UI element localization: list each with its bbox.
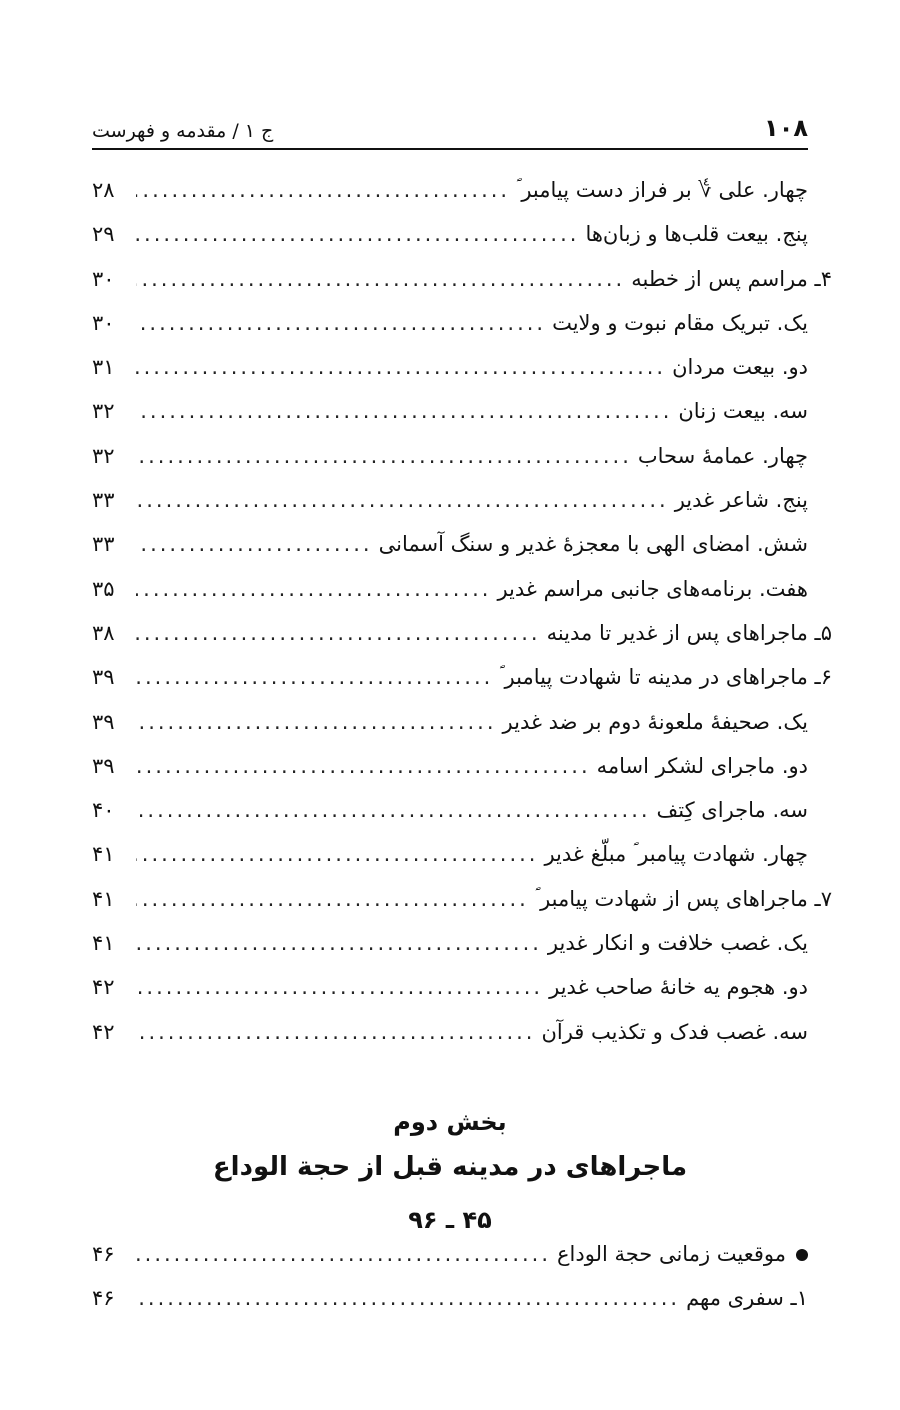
dot-leader: [136, 744, 591, 788]
toc-entry-page: ۳۲: [92, 443, 115, 468]
toc-entry-page: ۴۶: [92, 1242, 115, 1266]
table-of-contents-part-two: [92, 1232, 808, 1321]
dot-leader: [136, 611, 541, 655]
toc-entry-page: ۲۹: [92, 222, 115, 247]
toc-entry-title: هفت. برنامه‌های جانبی مراسم غدیر: [497, 576, 808, 601]
toc-entry-page: ۳۲: [92, 399, 115, 424]
toc-entry-title: پنج. بیعت قلب‌ها و زبان‌ها: [585, 222, 808, 247]
dot-leader: [136, 921, 542, 965]
dot-leader: [136, 877, 529, 921]
toc-entry-page: ۲۸: [92, 178, 115, 202]
toc-entry-page: ۳۹: [92, 665, 115, 690]
dot-leader: [136, 345, 666, 389]
dot-leader: [136, 257, 625, 301]
dot-leader: [136, 788, 651, 832]
toc-entry: [92, 257, 832, 301]
part-label: بخش دوم: [393, 1108, 507, 1136]
dot-leader: [136, 522, 373, 566]
page-header: [92, 98, 808, 150]
toc-entry: [92, 434, 808, 478]
page-range: ۴۵ ـ ۹۶: [408, 1206, 492, 1234]
toc-entry: [92, 345, 808, 389]
toc-entry-page: ۳۵: [92, 576, 115, 601]
table-of-contents: [92, 168, 832, 1054]
toc-entry-page: ۳۰: [92, 310, 115, 335]
toc-entry-page: ۴۱: [92, 931, 115, 956]
dot-leader: [136, 301, 546, 345]
toc-entry-title: ۶ـ ماجراهای در مدینه تا شهادت پیامبر ؐ: [499, 665, 832, 690]
toc-entry-page: ۳۳: [92, 532, 115, 557]
toc-entry: [92, 522, 808, 566]
toc-entry-title: دو. بیعت مردان: [672, 355, 808, 380]
toc-entry-page: ۳۱: [92, 355, 115, 380]
dot-leader: [136, 1232, 551, 1276]
dot-leader: [136, 389, 672, 433]
toc-entry-page: ۴۱: [92, 842, 115, 867]
dot-leader: [136, 434, 632, 478]
toc-entry: [92, 700, 808, 744]
toc-entry-title: یک. غصب خلافت و انکار غدیر: [547, 931, 808, 956]
toc-entry: [92, 212, 808, 256]
toc-entry: [92, 655, 832, 699]
toc-entry-title: چهار. علی ؇ بر فراز دست پیامبر ؐ: [516, 178, 808, 202]
toc-entry-page: ۴۰: [92, 798, 115, 823]
toc-entry-page: ۳۸: [92, 620, 115, 645]
dot-leader: [136, 700, 497, 744]
toc-entry-page: ۴۶: [92, 1286, 115, 1311]
toc-entry-page: ۴۲: [92, 1019, 115, 1044]
toc-entry: [92, 832, 808, 876]
toc-entry-page: ۳۰: [92, 266, 115, 291]
page-number: ۱۰۸: [764, 114, 808, 142]
toc-entry-title: سه. بیعت زنان: [678, 399, 808, 424]
toc-entry-title: ۱ـ سفری مهم: [686, 1286, 808, 1311]
section-heading: [92, 1100, 808, 1242]
toc-entry-title: یک. صحیفهٔ ملعونهٔ دوم بر ضد غدیر: [502, 709, 808, 734]
toc-entry-page: ۴۲: [92, 975, 115, 1000]
toc-entry: [92, 478, 808, 522]
toc-entry-page: ۳۳: [92, 488, 115, 513]
toc-entry: [92, 877, 832, 921]
dot-leader: [136, 832, 538, 876]
toc-entry-page: ۴۱: [92, 886, 115, 911]
toc-entry-title: ۴ـ مراسم پس از خطبه: [631, 266, 832, 291]
toc-entry-page: ۳۹: [92, 709, 115, 734]
toc-entry: [92, 921, 808, 965]
dot-leader: [136, 212, 579, 256]
toc-entry: [92, 1276, 808, 1320]
toc-entry-title: دو. ماجرای لشکر اسامه: [596, 753, 808, 778]
toc-entry: [92, 611, 832, 655]
toc-entry-page: ۳۹: [92, 753, 115, 778]
dot-leader: [136, 1010, 535, 1054]
toc-entry-title: چهار. شهادت پیامبر ؐ مبلّغ غدیر: [544, 842, 808, 867]
toc-entry: [92, 567, 808, 611]
running-title: ج ۱ / مقدمه و فهرست: [92, 120, 274, 142]
toc-entry-title: پنج. شاعر غدیر: [674, 488, 808, 513]
dot-leader: [136, 655, 493, 699]
toc-entry-title: دو. هجوم یه خانهٔ صاحب غدیر: [549, 975, 808, 1000]
bullet-icon: [796, 1249, 808, 1261]
dot-leader: [136, 567, 491, 611]
toc-entry: [92, 389, 808, 433]
toc-entry: [92, 1010, 808, 1054]
dot-leader: [136, 168, 510, 212]
toc-entry: [92, 168, 808, 212]
toc-entry-title: ۵ـ ماجراهای پس از غدیر تا مدینه: [546, 620, 832, 645]
toc-entry: [92, 965, 808, 1009]
toc-entry-title: موقعیت زمانی حجة الوداع: [557, 1242, 786, 1266]
toc-entry-title: یک. تبریک مقام نبوت و ولایت: [552, 310, 808, 335]
toc-entry-title: شش. امضای الهی با معجزهٔ غدیر و سنگ آسمانی: [378, 532, 808, 557]
toc-entry-title: چهار. عمامهٔ سحاب: [637, 443, 808, 468]
toc-entry-title: سه. غصب فدک و تکذیب قرآن: [541, 1019, 808, 1044]
toc-entry: [92, 301, 808, 345]
dot-leader: [136, 965, 543, 1009]
toc-entry: [92, 744, 808, 788]
toc-entry: [92, 788, 808, 832]
toc-entry: [92, 1232, 808, 1276]
dot-leader: [136, 1276, 680, 1320]
toc-entry-title: سه. ماجرای کِتف: [656, 798, 808, 823]
dot-leader: [136, 478, 669, 522]
toc-entry-title: ۷ـ ماجراهای پس از شهادت پیامبر ؐ: [534, 886, 832, 911]
part-title: ماجراهای در مدینه قبل از حجة الوداع: [212, 1152, 688, 1182]
